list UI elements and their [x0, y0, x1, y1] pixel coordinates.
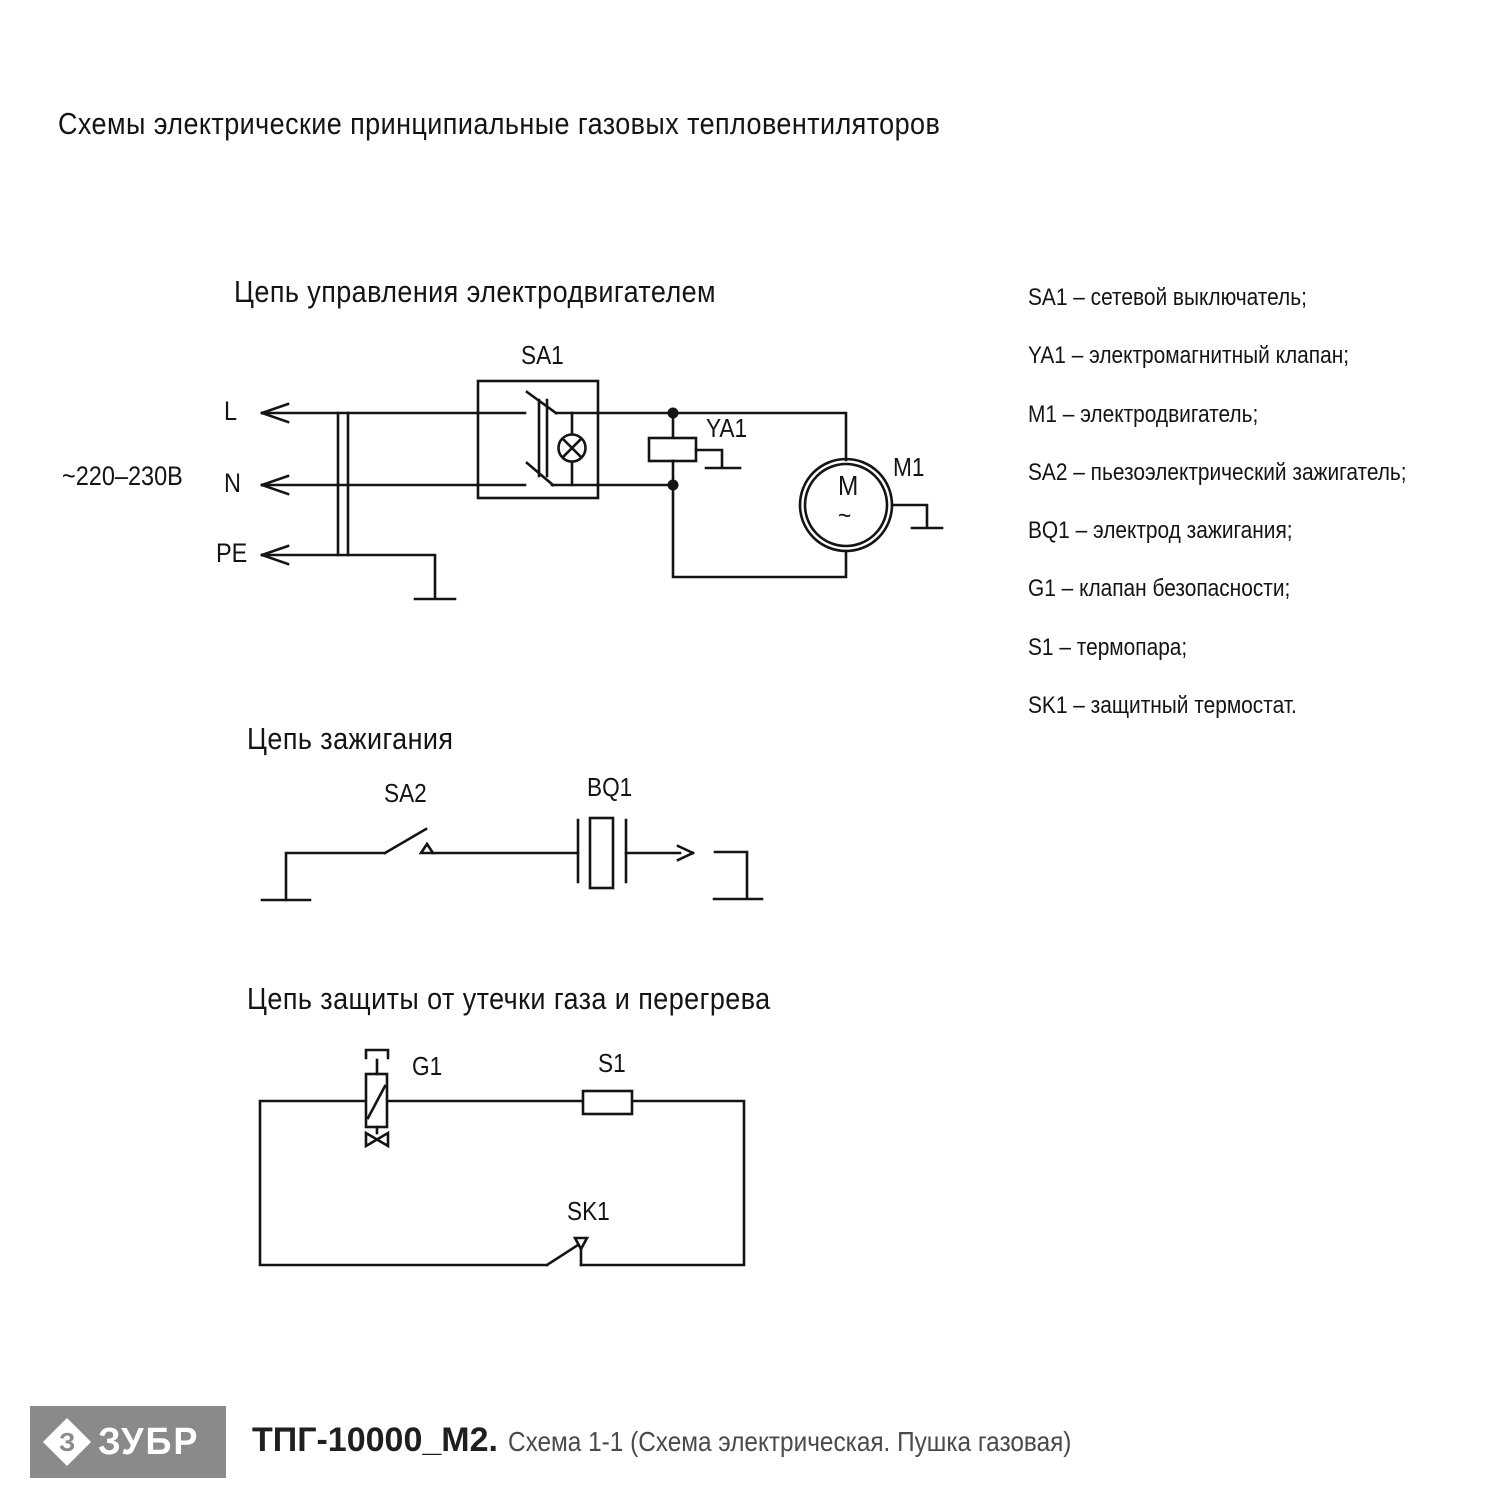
g1-sensor-icon	[366, 1050, 388, 1058]
sa2-switch-symbol	[385, 829, 433, 853]
zubr-logo	[30, 1406, 226, 1478]
sk1-thermostat-symbol	[547, 1238, 587, 1265]
legend-item: SK1 – защитный термостат.	[1028, 692, 1297, 719]
zubr-logo-icon: З	[43, 1418, 91, 1466]
g1-valve-bowtie-icon	[366, 1133, 388, 1146]
wire-label-pe: PE	[216, 538, 248, 568]
label-ya1: YA1	[706, 413, 748, 443]
label-m1: M1	[893, 452, 925, 482]
label-g1: G1	[412, 1051, 443, 1081]
label-s1: S1	[598, 1048, 626, 1078]
pe-wire	[262, 555, 435, 598]
legend	[1028, 283, 1498, 753]
page-title: Схемы электрические принципиальные газовых тепловентиляторов	[58, 106, 941, 141]
bq1-piezo-symbol	[578, 818, 626, 888]
l-wire-out	[556, 413, 846, 460]
legend-item: SA1 – сетевой выключатель;	[1028, 284, 1307, 311]
wire-label-n: N	[224, 468, 241, 498]
footer-caption	[252, 1421, 1156, 1460]
s1-thermocouple-symbol	[583, 1091, 632, 1114]
label-sk1: SK1	[567, 1196, 610, 1226]
ignition-circuit-heading: Цепь зажигания	[247, 721, 454, 756]
control-circuit-heading: Цепь управления электродвигателем	[234, 274, 717, 309]
loop-wires	[260, 1101, 744, 1265]
legend-item: G1 – клапан безопасности;	[1028, 575, 1291, 602]
label-bq1: BQ1	[587, 772, 633, 802]
sa1-switch-symbol	[478, 381, 598, 498]
voltage-label: ~220–230В	[62, 461, 183, 491]
indicator-lamp-icon	[559, 413, 586, 485]
label-sa1: SA1	[521, 340, 564, 370]
wire-label-l: L	[224, 396, 238, 426]
protection-circuit-heading: Цепь защиты от утечки газа и перегрева	[247, 981, 771, 1016]
protection-circuit-linework	[260, 1050, 744, 1265]
return-wire	[673, 485, 846, 577]
legend-item: YA1 – электромагнитный клапан;	[1028, 342, 1350, 369]
label-sa2: SA2	[384, 778, 427, 808]
motor-ac-sign: ~	[838, 500, 852, 530]
ignition-circuit-linework	[262, 818, 762, 900]
legend-item: SA2 – пьезоэлектрический зажигатель;	[1028, 459, 1407, 486]
spark-electrode	[715, 852, 747, 898]
motor-letter: M	[838, 470, 859, 501]
brand-name: ЗУБР	[98, 1420, 200, 1463]
schema-caption: Схема 1-1 (Схема электрическая. Пушка газовая)	[507, 1426, 1072, 1457]
g1-valve-symbol	[366, 1050, 388, 1146]
legend-item: S1 – термопара;	[1028, 634, 1188, 661]
model-number: ТПГ-10000_М2.	[252, 1421, 498, 1459]
legend-item: M1 – электродвигатель;	[1028, 401, 1259, 428]
legend-item: BQ1 – электрод зажигания;	[1028, 517, 1293, 544]
